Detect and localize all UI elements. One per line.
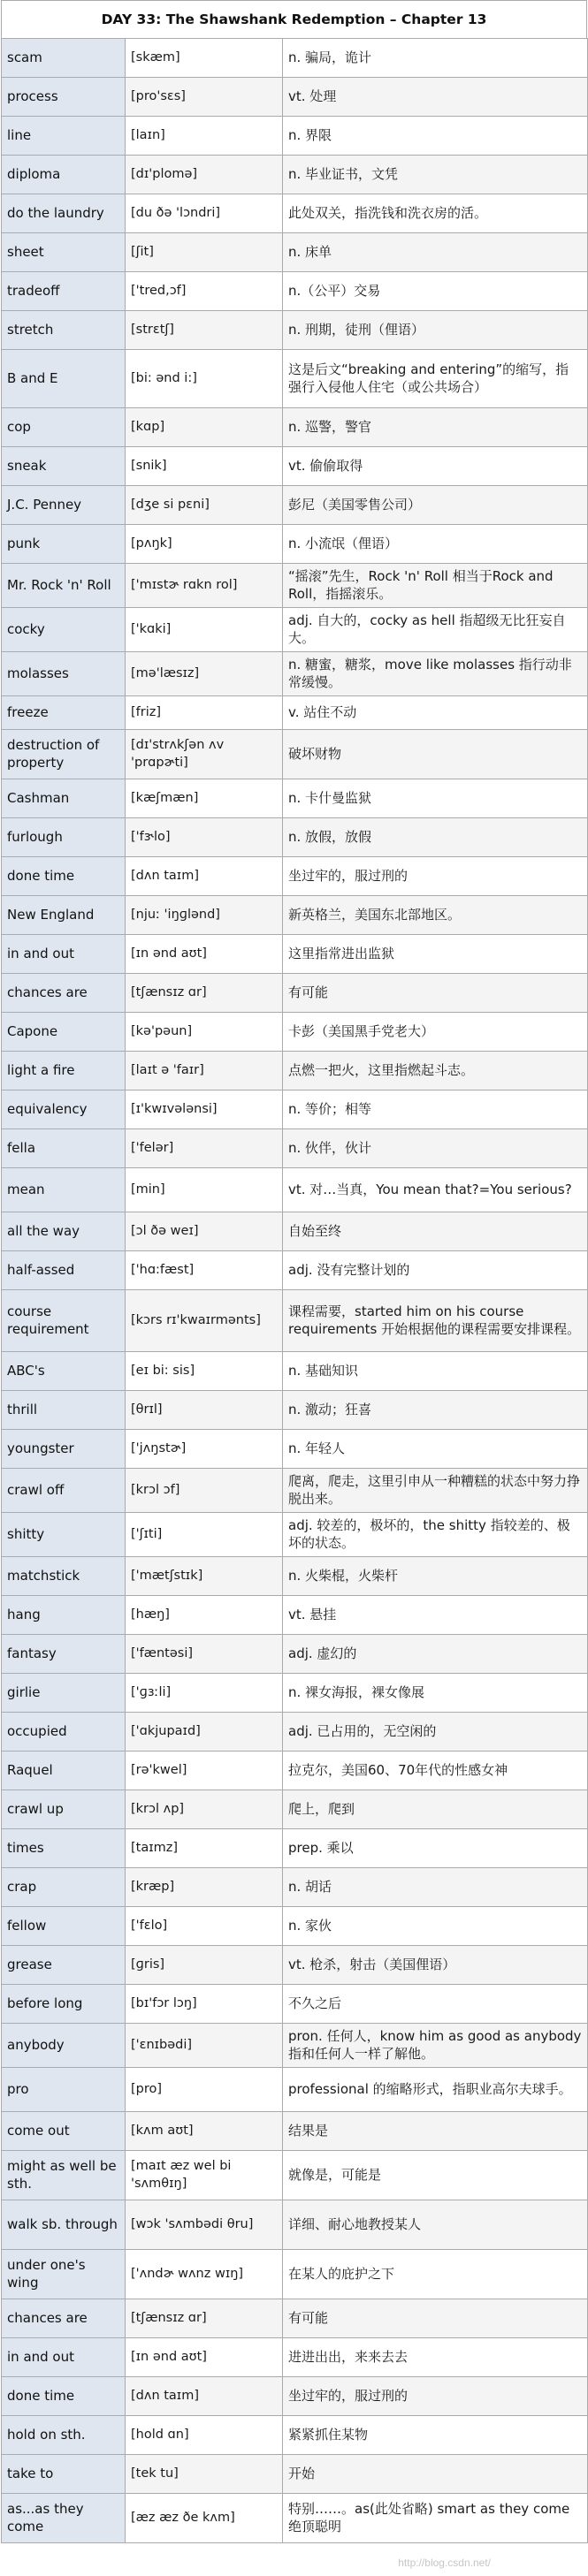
table-row — [2, 1251, 588, 1290]
word-cell: shitty — [2, 1513, 126, 1557]
table-row — [2, 935, 588, 974]
table-row — [2, 350, 588, 408]
meaning-cell: n. 界限 — [283, 117, 588, 156]
phonetic-cell: [ɪn ənd aʊt] — [126, 2338, 283, 2377]
phonetic-cell: [dʌn taɪm] — [126, 2377, 283, 2416]
meaning-cell: n. 家伙 — [283, 1907, 588, 1946]
table-row — [2, 696, 588, 730]
word-cell: as...as they come — [2, 2494, 126, 2543]
table-row — [2, 2338, 588, 2377]
phonetic-cell: ['ʃɪti] — [126, 1513, 283, 1557]
word-cell: done time — [2, 2377, 126, 2416]
phonetic-cell: [kə'pəun] — [126, 1013, 283, 1052]
meaning-cell: 坐过牢的，服过刑的 — [283, 857, 588, 896]
word-cell: Raquel — [2, 1752, 126, 1790]
meaning-cell: 特别……。as(此处省略) smart as they come 绝顶聪明 — [283, 2494, 588, 2543]
phonetic-cell: [rə'kwel] — [126, 1752, 283, 1790]
word-cell: punk — [2, 525, 126, 564]
word-cell: under one's wing — [2, 2250, 126, 2299]
word-cell: hang — [2, 1596, 126, 1635]
table-row — [2, 730, 588, 779]
word-cell: girlie — [2, 1674, 126, 1713]
word-cell: Mr. Rock 'n' Roll — [2, 564, 126, 608]
meaning-cell: n. 等价；相等 — [283, 1090, 588, 1129]
phonetic-cell: [bi: ənd i:] — [126, 350, 283, 408]
table-row — [2, 818, 588, 857]
phonetic-cell: [ɡris] — [126, 1946, 283, 1985]
meaning-cell: 彭尼（美国零售公司） — [283, 486, 588, 525]
vocabulary-table — [1, 38, 588, 2543]
meaning-cell: adj. 已占用的，无空闲的 — [283, 1713, 588, 1752]
phonetic-cell: [snik] — [126, 447, 283, 486]
table-row — [2, 1352, 588, 1391]
word-cell: diploma — [2, 156, 126, 194]
word-cell: B and E — [2, 350, 126, 408]
phonetic-cell: [bɪ'fɔr lɔŋ] — [126, 1985, 283, 2024]
meaning-cell: 就像是，可能是 — [283, 2151, 588, 2200]
word-cell: destruction of property — [2, 730, 126, 779]
phonetic-cell: ['fæntəsi] — [126, 1635, 283, 1674]
table-row — [2, 564, 588, 608]
word-cell: chances are — [2, 974, 126, 1013]
word-cell: light a fire — [2, 1052, 126, 1090]
meaning-cell: n. 年轻人 — [283, 1430, 588, 1469]
table-row — [2, 1391, 588, 1430]
meaning-cell: 自始至终 — [283, 1212, 588, 1251]
phonetic-cell: ['tred,ɔf] — [126, 272, 283, 311]
table-row — [2, 1713, 588, 1752]
word-cell: sneak — [2, 447, 126, 486]
meaning-cell: vt. 枪杀，射击（美国俚语） — [283, 1946, 588, 1985]
table-row — [2, 486, 588, 525]
phonetic-cell: ['mɪstɚ rɑkn rol] — [126, 564, 283, 608]
meaning-cell: n. 激动；狂喜 — [283, 1391, 588, 1430]
phonetic-cell: [pʌŋk] — [126, 525, 283, 564]
word-cell: walk sb. through — [2, 2200, 126, 2250]
phonetic-cell: [du ðə 'lɔndri] — [126, 194, 283, 233]
phonetic-cell: [hold ɑn] — [126, 2416, 283, 2455]
word-cell: half-assed — [2, 1251, 126, 1290]
meaning-cell: 坐过牢的，服过刑的 — [283, 2377, 588, 2416]
meaning-cell: 拉克尔，美国60、70年代的性感女神 — [283, 1752, 588, 1790]
word-cell: molasses — [2, 652, 126, 696]
table-row — [2, 2494, 588, 2543]
meaning-cell: n. 糖蜜，糖浆，move like molasses 指行动非常缓慢。 — [283, 652, 588, 696]
meaning-cell: n. 骗局，诡计 — [283, 39, 588, 78]
meaning-cell: n. 伙伴，伙计 — [283, 1129, 588, 1168]
phonetic-cell: [ʃit] — [126, 233, 283, 272]
table-row — [2, 652, 588, 696]
word-cell: fella — [2, 1129, 126, 1168]
table-row — [2, 39, 588, 78]
word-cell: course requirement — [2, 1290, 126, 1352]
meaning-cell: 结果是 — [283, 2112, 588, 2151]
word-cell: youngster — [2, 1430, 126, 1469]
phonetic-cell: [strɛtʃ] — [126, 311, 283, 350]
table-row — [2, 233, 588, 272]
meaning-cell: professional 的缩略形式，指职业高尔夫球手。 — [283, 2068, 588, 2112]
phonetic-cell: ['fɝlo] — [126, 818, 283, 857]
table-row — [2, 1052, 588, 1090]
meaning-cell: n. 放假，放假 — [283, 818, 588, 857]
phonetic-cell: [ɪn ənd aʊt] — [126, 935, 283, 974]
phonetic-cell: [wɔk 'sʌmbədi θru] — [126, 2200, 283, 2250]
meaning-cell: n. 刑期，徒刑（俚语） — [283, 311, 588, 350]
table-row — [2, 1212, 588, 1251]
table-row — [2, 1129, 588, 1168]
meaning-cell: vt. 对…当真，You mean that?=You serious? — [283, 1168, 588, 1212]
vocabulary-table-body — [2, 39, 588, 2543]
phonetic-cell: ['mætʃstɪk] — [126, 1557, 283, 1596]
word-cell: process — [2, 78, 126, 117]
phonetic-cell: [laɪn] — [126, 117, 283, 156]
table-row — [2, 857, 588, 896]
meaning-cell: vt. 处理 — [283, 78, 588, 117]
table-row — [2, 1674, 588, 1713]
phonetic-cell: [dʌn taɪm] — [126, 857, 283, 896]
word-cell: take to — [2, 2455, 126, 2494]
meaning-cell: n. 卡什曼监狱 — [283, 779, 588, 818]
table-row — [2, 2112, 588, 2151]
phonetic-cell: [dʒe si pɛni] — [126, 486, 283, 525]
meaning-cell: 紧紧抓住某物 — [283, 2416, 588, 2455]
phonetic-cell: [tʃænsɪz ɑr] — [126, 2299, 283, 2338]
table-row — [2, 117, 588, 156]
meaning-cell: 爬上，爬到 — [283, 1790, 588, 1829]
phonetic-cell: [kɔrs rɪ'kwaɪrmənts] — [126, 1290, 283, 1352]
phonetic-cell: [hæŋ] — [126, 1596, 283, 1635]
word-cell: in and out — [2, 2338, 126, 2377]
table-row — [2, 525, 588, 564]
word-cell: crap — [2, 1868, 126, 1907]
table-row — [2, 608, 588, 652]
table-row — [2, 1168, 588, 1212]
meaning-cell: 卡彭（美国黑手党老大） — [283, 1013, 588, 1052]
phonetic-cell: [friz] — [126, 696, 283, 730]
word-cell: in and out — [2, 935, 126, 974]
meaning-cell: 开始 — [283, 2455, 588, 2494]
phonetic-cell: [skæm] — [126, 39, 283, 78]
word-cell: chances are — [2, 2299, 126, 2338]
meaning-cell: n. 床单 — [283, 233, 588, 272]
phonetic-cell: ['ɡɜːli] — [126, 1674, 283, 1713]
table-row — [2, 1557, 588, 1596]
word-cell: cocky — [2, 608, 126, 652]
phonetic-cell: [mə'læsɪz] — [126, 652, 283, 696]
meaning-cell: 新英格兰，美国东北部地区。 — [283, 896, 588, 935]
word-cell: pro — [2, 2068, 126, 2112]
phonetic-cell: ['ɑkjupaɪd] — [126, 1713, 283, 1752]
table-row — [2, 1513, 588, 1557]
table-row — [2, 1635, 588, 1674]
phonetic-cell: [eɪ bi: sis] — [126, 1352, 283, 1391]
meaning-cell: n. 巡警，警官 — [283, 408, 588, 447]
meaning-cell: 这是后文“breaking and entering”的缩写，指强行入侵他人住宅（或公共场合） — [283, 350, 588, 408]
meaning-cell: 有可能 — [283, 974, 588, 1013]
meaning-cell: 此处双关，指洗钱和洗衣房的活。 — [283, 194, 588, 233]
table-row — [2, 1868, 588, 1907]
table-row — [2, 1790, 588, 1829]
meaning-cell: 课程需要，started him on his course requirements 开始根据他的课程需要安排课程。 — [283, 1290, 588, 1352]
meaning-cell: n. 小流氓（俚语） — [283, 525, 588, 564]
phonetic-cell: [kʌm aʊt] — [126, 2112, 283, 2151]
table-row — [2, 311, 588, 350]
word-cell: times — [2, 1829, 126, 1868]
meaning-cell: v. 站住不动 — [283, 696, 588, 730]
word-cell: come out — [2, 2112, 126, 2151]
phonetic-cell: [laɪt ə 'faɪr] — [126, 1052, 283, 1090]
meaning-cell: 不久之后 — [283, 1985, 588, 2024]
watermark: http://blog.csdn.net/ — [398, 2557, 491, 2569]
word-cell: before long — [2, 1985, 126, 2024]
table-row — [2, 1013, 588, 1052]
phonetic-cell: [tek tu] — [126, 2455, 283, 2494]
word-cell: stretch — [2, 311, 126, 350]
word-cell: Cashman — [2, 779, 126, 818]
page-title: DAY 33: The Shawshank Redemption – Chapter 13 — [1, 0, 587, 38]
meaning-cell: 在某人的庇护之下 — [283, 2250, 588, 2299]
word-cell: mean — [2, 1168, 126, 1212]
meaning-cell: adj. 没有完整计划的 — [283, 1251, 588, 1290]
meaning-cell: 破坏财物 — [283, 730, 588, 779]
table-row — [2, 2416, 588, 2455]
phonetic-cell: [ɪ'kwɪvələnsi] — [126, 1090, 283, 1129]
meaning-cell: 这里指常进出监狱 — [283, 935, 588, 974]
word-cell: anybody — [2, 2024, 126, 2068]
meaning-cell: n. 火柴棍，火柴杆 — [283, 1557, 588, 1596]
word-cell: equivalency — [2, 1090, 126, 1129]
table-row — [2, 78, 588, 117]
word-cell: crawl up — [2, 1790, 126, 1829]
phonetic-cell: [kæʃmæn] — [126, 779, 283, 818]
meaning-cell: pron. 任何人，know him as good as anybody 指和任何人一样了解他。 — [283, 2024, 588, 2068]
table-row — [2, 1985, 588, 2024]
word-cell: cop — [2, 408, 126, 447]
phonetic-cell: ['hɑ:fæst] — [126, 1251, 283, 1290]
table-row — [2, 408, 588, 447]
meaning-cell: 爬离，爬走，这里引申从一种糟糕的状态中努力挣脱出来。 — [283, 1469, 588, 1513]
table-row — [2, 1907, 588, 1946]
table-row — [2, 1752, 588, 1790]
meaning-cell: “摇滚”先生，Rock 'n' Roll 相当于Rock and Roll，指摇滚乐。 — [283, 564, 588, 608]
phonetic-cell: [kræp] — [126, 1868, 283, 1907]
word-cell: furlough — [2, 818, 126, 857]
table-row — [2, 447, 588, 486]
table-row — [2, 156, 588, 194]
phonetic-cell: [maɪt æz wel bi 'sʌmθɪŋ] — [126, 2151, 283, 2200]
table-row — [2, 779, 588, 818]
meaning-cell: n. 裸女海报，裸女像展 — [283, 1674, 588, 1713]
phonetic-cell: [krɔl ʌp] — [126, 1790, 283, 1829]
word-cell: scam — [2, 39, 126, 78]
meaning-cell: adj. 较差的，极坏的，the shitty 指较差的、极坏的状态。 — [283, 1513, 588, 1557]
phonetic-cell: [dɪ'plomə] — [126, 156, 283, 194]
phonetic-cell: [pro] — [126, 2068, 283, 2112]
phonetic-cell: [tʃænsɪz ɑr] — [126, 974, 283, 1013]
word-cell: freeze — [2, 696, 126, 730]
word-cell: all the way — [2, 1212, 126, 1251]
word-cell: Capone — [2, 1013, 126, 1052]
table-row — [2, 2024, 588, 2068]
meaning-cell: vt. 偷偷取得 — [283, 447, 588, 486]
phonetic-cell: ['jʌŋstɚ] — [126, 1430, 283, 1469]
table-row — [2, 2151, 588, 2200]
word-cell: grease — [2, 1946, 126, 1985]
phonetic-cell: ['ɛnɪbədi] — [126, 2024, 283, 2068]
table-row — [2, 1290, 588, 1352]
word-cell: ABC's — [2, 1352, 126, 1391]
table-row — [2, 2250, 588, 2299]
meaning-cell: 详细、耐心地教授某人 — [283, 2200, 588, 2250]
table-row — [2, 1596, 588, 1635]
meaning-cell: prep. 乘以 — [283, 1829, 588, 1868]
phonetic-cell: [dɪ'strʌkʃən ʌv 'prɑpɚti] — [126, 730, 283, 779]
phonetic-cell: [min] — [126, 1168, 283, 1212]
meaning-cell: n. 基础知识 — [283, 1352, 588, 1391]
table-row — [2, 974, 588, 1013]
word-cell: J.C. Penney — [2, 486, 126, 525]
meaning-cell: adj. 自大的，cocky as hell 指超级无比狂妄自大。 — [283, 608, 588, 652]
meaning-cell: vt. 悬挂 — [283, 1596, 588, 1635]
word-cell: sheet — [2, 233, 126, 272]
word-cell: thrill — [2, 1391, 126, 1430]
meaning-cell: 有可能 — [283, 2299, 588, 2338]
word-cell: New England — [2, 896, 126, 935]
word-cell: do the laundry — [2, 194, 126, 233]
word-cell: fantasy — [2, 1635, 126, 1674]
table-row — [2, 2377, 588, 2416]
table-row — [2, 194, 588, 233]
meaning-cell: 点燃一把火，这里指燃起斗志。 — [283, 1052, 588, 1090]
word-cell: done time — [2, 857, 126, 896]
table-row — [2, 2455, 588, 2494]
phonetic-cell: [kɑp] — [126, 408, 283, 447]
word-cell: might as well be sth. — [2, 2151, 126, 2200]
phonetic-cell: [pro'sɛs] — [126, 78, 283, 117]
table-row — [2, 1469, 588, 1513]
word-cell: matchstick — [2, 1557, 126, 1596]
phonetic-cell: [ɔl ðə weɪ] — [126, 1212, 283, 1251]
meaning-cell: 进进出出，来来去去 — [283, 2338, 588, 2377]
phonetic-cell: [θrɪl] — [126, 1391, 283, 1430]
word-cell: tradeoff — [2, 272, 126, 311]
table-row — [2, 2068, 588, 2112]
table-row — [2, 1090, 588, 1129]
table-row — [2, 2299, 588, 2338]
table-row — [2, 896, 588, 935]
phonetic-cell: ['kɑki] — [126, 608, 283, 652]
phonetic-cell: ['ʌndɚ wʌnz wɪŋ] — [126, 2250, 283, 2299]
table-row — [2, 2200, 588, 2250]
meaning-cell: n. 胡话 — [283, 1868, 588, 1907]
word-cell: crawl off — [2, 1469, 126, 1513]
meaning-cell: n. 毕业证书，文凭 — [283, 156, 588, 194]
phonetic-cell: [njuː 'iŋɡlənd] — [126, 896, 283, 935]
phonetic-cell: [krɔl ɔf] — [126, 1469, 283, 1513]
word-cell: occupied — [2, 1713, 126, 1752]
table-row — [2, 1430, 588, 1469]
word-cell: line — [2, 117, 126, 156]
table-row — [2, 1829, 588, 1868]
meaning-cell: adj. 虚幻的 — [283, 1635, 588, 1674]
phonetic-cell: [taɪmz] — [126, 1829, 283, 1868]
phonetic-cell: ['fɛlo] — [126, 1907, 283, 1946]
word-cell: hold on sth. — [2, 2416, 126, 2455]
table-row — [2, 1946, 588, 1985]
word-cell: fellow — [2, 1907, 126, 1946]
table-row — [2, 272, 588, 311]
phonetic-cell: ['felər] — [126, 1129, 283, 1168]
phonetic-cell: [æz æz ðe kʌm] — [126, 2494, 283, 2543]
meaning-cell: n.（公平）交易 — [283, 272, 588, 311]
